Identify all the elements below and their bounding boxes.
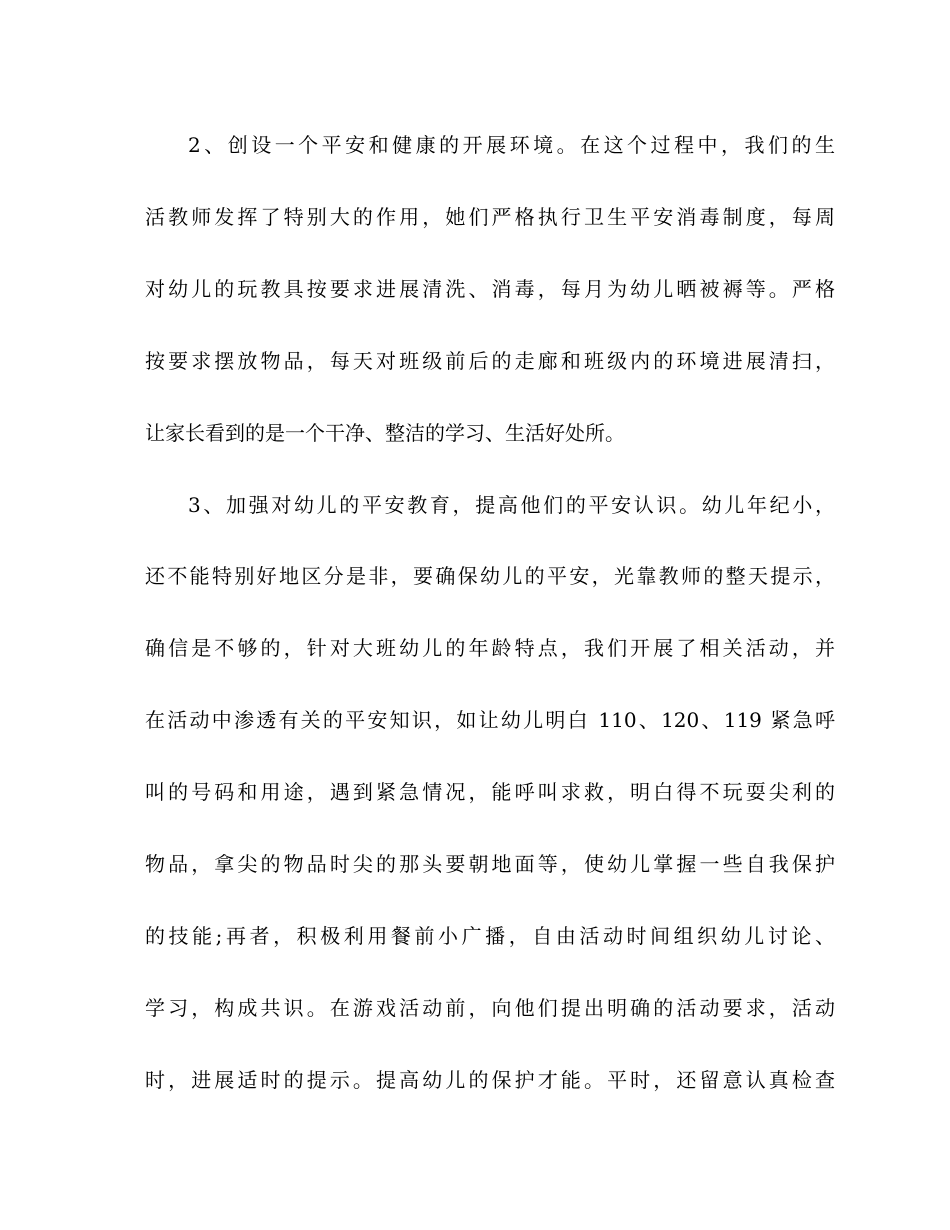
text-line: 学习，构成共识。在游戏活动前，向他们提出明确的活动要求，活动: [145, 996, 835, 1020]
text-line: 叫的号码和用途，遇到紧急情况，能呼叫求救，明白得不玩耍尖利的: [145, 780, 835, 804]
text-line: 按要求摆放物品，每天对班级前后的走廊和班级内的环境进展清扫，: [145, 349, 835, 373]
text-line: 时，进展适时的提示。提高幼儿的保护才能。平时，还留意认真检查: [145, 1068, 835, 1092]
text-line: 2、创设一个平安和健康的开展环境。在这个过程中，我们的生: [188, 133, 835, 157]
text-line: 让家长看到的是一个干净、整洁的学习、生活好处所。: [145, 421, 625, 445]
text-line: 活教师发挥了特别大的作用，她们严格执行卫生平安消毒制度，每周: [145, 205, 835, 229]
text-line: 物品，拿尖的物品时尖的那头要朝地面等，使幼儿掌握一些自我保护: [145, 852, 835, 876]
text-line: 3、加强对幼儿的平安教育，提高他们的平安认识。幼儿年纪小，: [188, 493, 835, 517]
text-line: 还不能特别好地区分是非，要确保幼儿的平安，光靠教师的整天提示，: [145, 564, 835, 588]
text-line: 对幼儿的玩教具按要求进展清洗、消毒，每月为幼儿晒被褥等。严格: [145, 277, 835, 301]
text-line: 确信是不够的，针对大班幼儿的年龄特点，我们开展了相关活动，并: [145, 636, 835, 660]
text-line: 在活动中渗透有关的平安知识，如让幼儿明白 110、120、119 紧急呼: [145, 708, 835, 732]
text-line: 的技能;再者，积极利用餐前小广播，自由活动时间组织幼儿讨论、: [145, 924, 835, 948]
